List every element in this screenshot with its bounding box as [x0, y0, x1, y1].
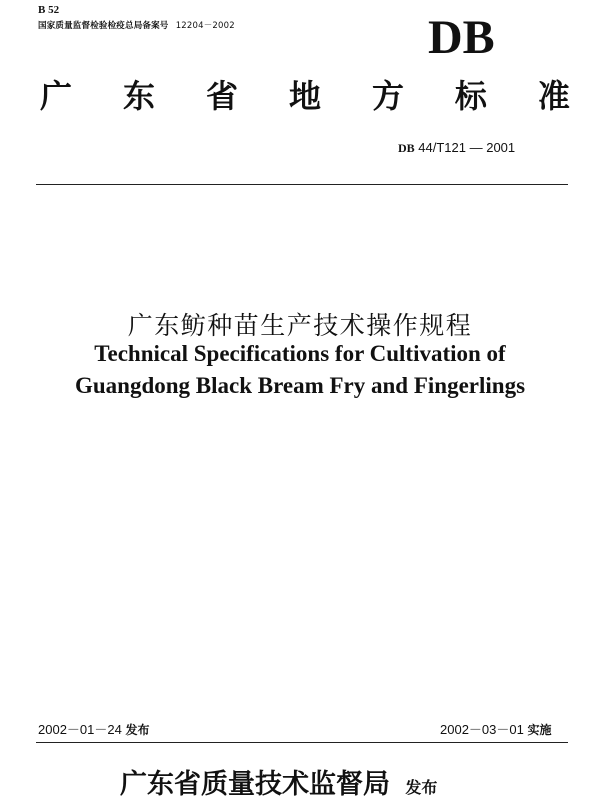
standard-type-char: 方 — [371, 77, 404, 115]
standard-type-title — [40, 76, 570, 116]
effective-date-label: 实施 — [527, 723, 552, 737]
issuer-name: 广东省质量技术监督局 — [120, 769, 390, 800]
effective-date — [440, 719, 551, 738]
filing-label: 国家质量监督检验检疫总局备案号 — [38, 21, 169, 31]
issue-date — [38, 719, 149, 738]
standard-number-prefix: DB — [398, 141, 415, 155]
classification-code: B 52 — [38, 4, 60, 16]
standard-type-char: 省 — [205, 77, 238, 115]
filing-record — [38, 19, 235, 31]
issuing-authority — [120, 762, 437, 801]
standard-type-char: 标 — [454, 77, 487, 115]
title-english-line2: Guangdong Black Bream Fry and Fingerlings — [74, 373, 526, 398]
standard-number — [398, 140, 515, 156]
standard-number-value: 44/T121 — 2001 — [418, 140, 516, 155]
standard-type-char: 东 — [122, 77, 155, 115]
footer-divider — [36, 742, 568, 743]
standard-type-char: 广 — [40, 77, 73, 115]
issuer-action: 发布 — [405, 778, 438, 797]
standard-type-char: 地 — [288, 77, 321, 115]
filing-number: 12204－2002 — [175, 21, 235, 31]
effective-date-value: 2002－03－01 — [440, 722, 524, 737]
db-logo: DB — [428, 11, 495, 64]
header-divider — [36, 184, 568, 185]
issue-date-label: 发布 — [125, 723, 150, 737]
title-english-line1: Technical Specifications for Cultivation of — [94, 341, 506, 366]
issue-date-value: 2002－01－24 — [38, 722, 122, 737]
title-chinese: 广东鲂种苗生产技术操作规程 — [127, 311, 473, 340]
standard-type-char: 准 — [537, 77, 570, 115]
